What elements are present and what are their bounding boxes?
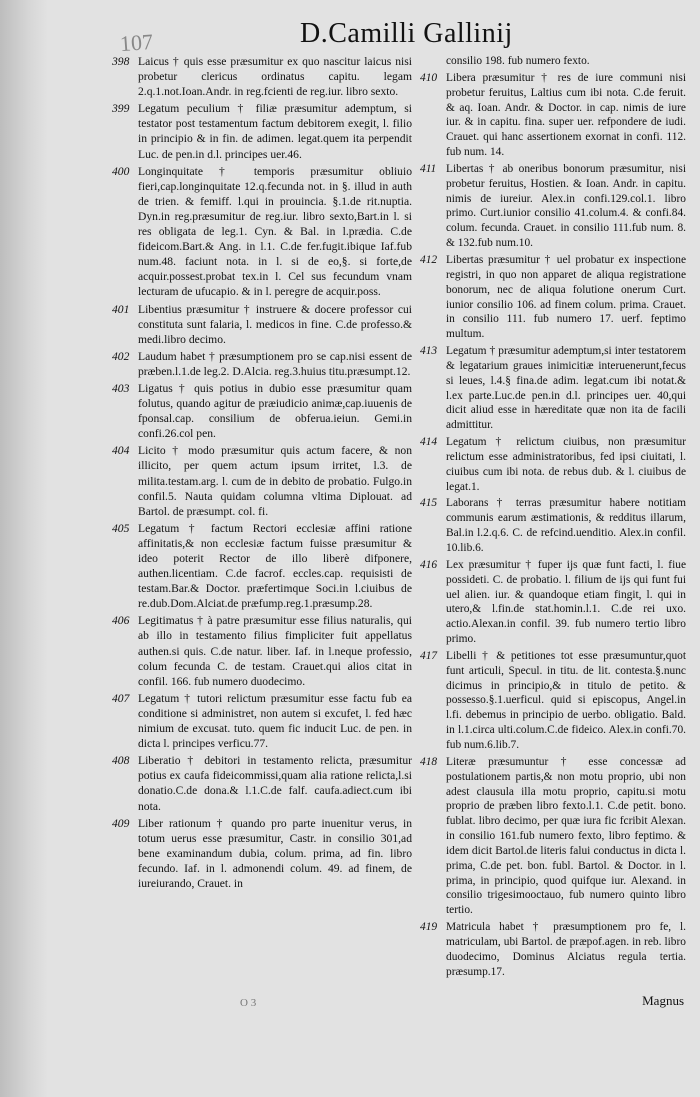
entry-text: Libentius præsumitur † instruere & docere professor cui constituta sunt falaria, l. medicos in fine. C.de professo.& medi.libro decimo.: [138, 302, 412, 346]
page-header: [0, 12, 700, 57]
folio-number: 107: [119, 28, 154, 57]
entry: [420, 558, 686, 647]
entry-text: Licito † modo præsumitur quis actum facere, & non illicito, per quem actum ipsum irritet, l.3. de milita.testam.arg. l. cum de in debito de probatio. Fulgo.in confil.5. Nauta quidam columna vltima Diplouat. ad Bartol. de præsumpt. col. fi.: [138, 444, 412, 518]
entry: [112, 101, 412, 161]
entry-text: Liberatio † debitori in testamento relicta, præsumitur potius ex caufa fideicommissi,quam alia ratione relicta,l.si donatio.C.de dona.& l.1.C.de falf. caufa.adiect.cum ibi nota.: [138, 754, 412, 813]
entry-number: 410: [420, 71, 438, 84]
entry-number: 399: [112, 102, 130, 116]
entry-text: Legitimatus † à patre præsumitur esse filius naturalis, qui ab illo in testamento filius fimpliciter fuit appellatus authen.si quis. C.de natur. liber. Iaf. in l.neque professio, colum fecunda C. de testam. Crauet.qui alios citat in confil. 166. fub numero duodecimo.: [138, 614, 412, 688]
entry-number: 402: [112, 349, 130, 363]
entry: [420, 253, 686, 342]
entry-number: 412: [420, 253, 438, 266]
entry-text: Ligatus † quis potius in dubio esse præsumitur quam folutus, quando agitur de præiudicio animæ,cap.iuuenis de fponsal.cap. consilium de obferua.ieiun. Gemi.in confi.26.col pen.: [138, 381, 412, 441]
entry: [112, 381, 412, 441]
entry-text: consilio 198. fub numero fexto.: [446, 55, 590, 67]
entry: [112, 816, 412, 891]
entry-text: Longinquitate † temporis præsumitur obliuio fieri,cap.longinquitate 12.q.fecunda not. in §. illud in auth de trien. & femiff. l.qui in prouincia. §.1.de rit.nuptia. Dyn.in reg.præsumitur de reg.iur. libro sexto,Bart.in l. si res obligata de leg.1. Cyn. & Bal. in l.prædia. C.de fideicom.Bart.& Ang. in l.1. C.de fer.fugit.ibique Iaf.fub num.48. faciunt nota. in l. si de eo,§. si forte,de acquir.possest.probat tex.in l. Cel sus fecundum vnam lecturam de ufucapio. & in l. peregre de acquir.poss.: [138, 164, 412, 299]
entry-text: Libelli † & petitiones tot esse præsumuntur,quot funt articuli, Specul. in titu. de lit. contesta.§.nunc dicimus in principio,& in titulo de petito. & possesso.§.1.uerficul. quid si episcopus, Angel.in l.fi. debemus in principio de uerbo. obligatio. Bald. in l.1.circa ulti.colum.C.de fideico. Alex.in confi.70. fub num.6.lib.7.: [446, 649, 686, 751]
entry: [420, 755, 686, 918]
entry-number: 417: [420, 649, 438, 662]
entry-text: Legatum peculium † filiæ præsumitur ademptum, si testator post testamentum factum debitorem exegit, l. filio in principio & in fin. de adimen. legat.quem ita perpendit Luc. de pen.in d.l. principes uer.46.: [138, 102, 412, 161]
entry-number: 416: [420, 558, 438, 571]
entry-text: Literæ præsumuntur † esse concessæ ad postulationem partis,& non motu proprio, ubi non adest clausula illa motu proprio, capitu.si motu proprio de præben libro fexto.l.1. C.de petit. bono. fublat. libro decimo, per quæ iura fic fcribit Alexan. in consilio 161.fub numero fexto, libro feptimo. & idem dicit Bartol.de literis falui conductus in dicta l. prima, C.de pet. bon. fubl. Bartol. & Doctor. in l. prima, in principio, quod quifque iur. Alexand. in consilio trigesimooctauo, fub numero quinto libro tertio.: [446, 755, 686, 917]
entry: [112, 54, 412, 99]
entry: [420, 54, 686, 69]
entry-text: Matricula habet † præsumptionem pro fe, l. matriculam, ubi Bartol. de præpof.agen. in reb. libro duodecimo, Dominus Alciatus regula tertia. præsump.17.: [446, 921, 686, 978]
entry: [112, 443, 412, 518]
entry: [420, 496, 686, 555]
entry: [420, 344, 686, 433]
entry-number: 400: [112, 164, 130, 178]
page-gutter: [0, 0, 48, 1097]
entry-text: Laicus † quis esse præsumitur ex quo nascitur laicus nisi probetur clericus ordinatus capitu. legam 2.q.1.not.Ioan.Andr. in reg.fcienti de reg.iur. libro sexto.: [138, 55, 412, 99]
entry-number: 401: [112, 302, 130, 316]
entry: [420, 649, 686, 753]
entry-number: 406: [112, 614, 130, 628]
entry-number: 403: [112, 381, 130, 395]
entry-number: 414: [420, 436, 438, 449]
entry-text: Laudum habet † præsumptionem pro se cap.nisi essent de præben.l.1.de leg.2. D.Alcia. reg.3.huius titu.præsumpt.12.: [138, 349, 412, 378]
entry-number: 411: [420, 162, 437, 175]
entry: [420, 435, 686, 494]
entry-text: Legatum † præsumitur ademptum,si inter testatorem & legatarium graues inimicitiæ interuenerunt,fecus si leues, l.4.§ fina.de adim. legat.cum ibi notat.& l.ex parte.Luc.de pen.in d.l. principes uer. 40,qui dicit aliud esse in hæreditate quæ non ita de facili admittitur.: [446, 345, 686, 432]
entry-text: Libertas præsumitur † uel probatur ex inspectione registri, in quo non apparet de aliqua registratione bonorum, nec de aliqua folutione onerum Curt. iunior consilio 106. ad finem colum. prima. Crauet. in consilio 111. fub numero 17. uerf. feptimo multum.: [446, 253, 686, 341]
entry-number: 413: [420, 345, 438, 358]
right-column: [420, 54, 686, 981]
entry-text: Legatum † relictum ciuibus, non præsumitur relictum esse administratoribus, fed ipsi ciuitati, l. ciuibus cum ibi nota. de rebus dub. & l. ciuibus de legat.1.: [446, 436, 686, 493]
entry-number: 418: [420, 755, 438, 768]
entry-number: 409: [112, 816, 130, 830]
entry: [420, 162, 686, 251]
entry-text: Liber rationum † quando pro parte inuenitur verus, in totum uerus esse præsumitur, Castr. in consilio 301,ad bene examinandum dubia, colum. prima, ad fin. libro fecundo. Iaf. in l. admonendi colum. 49. ad finem, de iureiurando, Crauet. in: [138, 816, 412, 890]
entry: [112, 521, 412, 612]
entry: [112, 691, 412, 751]
entry-number: 419: [420, 921, 438, 934]
entry-number: 415: [420, 497, 438, 510]
entry-text: Legatum † factum Rectori ecclesiæ affini ratione affinitatis,& non ecclesiæ factum fuisse præsumitur & ideo poterit Rector de illo liberè difponere, authen.licentiam. C.de facrof. eccles.cap. requisisti de testam.Bar.& Doctor. præfertimque Soci.in l.ciuibus de re.dub.Dom.Alciat.de præfump.reg.1.præsump.28.: [138, 521, 412, 611]
entry-number: 398: [112, 55, 130, 68]
entry-number: 405: [112, 521, 130, 535]
entry: [112, 302, 412, 347]
signature-mark: O 3: [240, 997, 257, 1009]
catchword: Magnus: [642, 993, 684, 1008]
running-head: D.Camilli Gallinij: [300, 18, 513, 49]
entry-number: 407: [112, 691, 130, 705]
entry-number: 404: [112, 444, 130, 458]
left-column: [112, 54, 412, 893]
entry: [112, 753, 412, 813]
entry-text: Lex præsumitur † fuper ijs quæ funt facti, l. fiue possideti. C. de probatio. l. filium de ijs qui funt fui uel alien. iur. & quandoque etiam fingit, l. qui in utero,& l.fin.de stat.homin.l.1. C.de rei uxo. actio.Alexan.in confil. 39. fub numero tertio libro primo.: [446, 558, 686, 646]
entry-text: Laborans † terras præsumitur habere notitiam communis earum æstimationis, & redditus illarum, Bal.in l.2.q.6. C. de refcind.uenditio. Alex.in confil. 10.lib.6.: [446, 497, 686, 554]
entry-text: Legatum † tutori relictum præsumitur esse factu fub ea conditione si administret, non autem si excufet, l. fed hæc nimium de excusat. tuto. quem fic inducit Luc. de pen. in dicta l. principes verficu.77.: [138, 691, 412, 751]
entry-text: Libertas † ab oneribus bonorum præsumitur, nisi probetur feruitus, Hostien. & Ioan. Andr. in capitu. nimis de iureiur. Alex.in confi.129.col.1. libro primo. Curt.iunior consilio 41.colum.4. & confi.84. colum. fecunda. Crauet. in consilio 111.fub num. 8. & 132.fub num.10.: [446, 162, 686, 250]
entry: [112, 349, 412, 379]
entry: [112, 164, 412, 300]
entry: [420, 920, 686, 979]
entry-text: Libera præsumitur † res de iure communi nisi probetur feruitus, Laltius cum ibi nota. C.de feruit. & aq. Ioan. Andr. & Doctor. in cap. nimis de iure iur. & in capitu. fina. super uer. refpondere de iudi. Crauet. qui hanc assertionem exornat in confi. 112. fub num. 14.: [446, 71, 686, 159]
entry-number: 408: [112, 754, 130, 768]
entry: [420, 71, 686, 160]
entry: [112, 613, 412, 688]
